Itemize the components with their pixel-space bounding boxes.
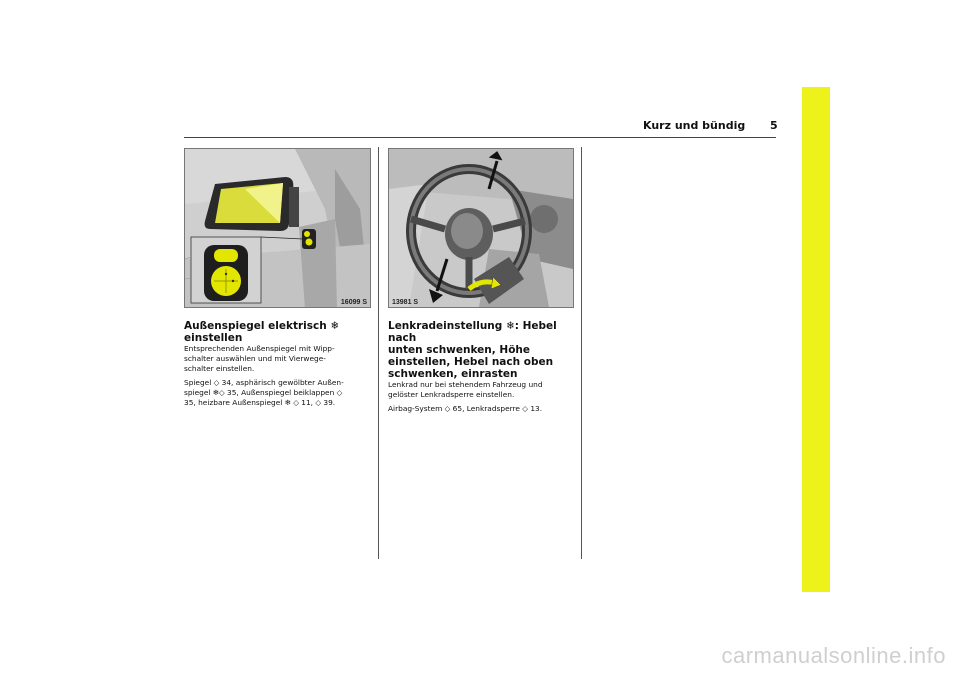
- section-body: [184, 344, 376, 408]
- mirror-drawing: [185, 149, 370, 307]
- text-line: 35, heizbare Außenspiegel ❄ ◇ 11, ◇ 39.: [184, 398, 336, 407]
- mirror-illustration: [184, 148, 371, 308]
- text-line: spiegel ❄◇ 35, Außenspiegel beiklappen ◇: [184, 388, 343, 397]
- reference-paragraph: [184, 378, 376, 408]
- header-divider: [184, 137, 776, 138]
- instruction-paragraph: [388, 380, 578, 400]
- title-line: Außenspiegel elektrisch: [184, 320, 327, 332]
- text-line: schalter einstellen.: [184, 364, 255, 373]
- text-line: Entsprechenden Außenspiegel mit Wipp-: [184, 344, 335, 353]
- running-header-title: Kurz und bündig: [643, 119, 746, 132]
- figure-code: 13981 S: [392, 299, 419, 306]
- text-line: Airbag-System ◇ 65, Lenkradsperre ◇ 13.: [388, 404, 543, 413]
- section-title: [388, 320, 578, 380]
- text-line: gelöster Lenkradsperre einstellen.: [388, 390, 515, 399]
- steering-wheel-illustration: [388, 148, 574, 308]
- title-line: Lenkradeinstellung ❄: Hebel nach: [388, 320, 557, 344]
- chapter-tab: [802, 87, 830, 592]
- reference-paragraph: [388, 404, 578, 414]
- title-line: unten schwenken, Höhe: [388, 344, 531, 356]
- page-number: 5: [770, 119, 778, 132]
- instruction-paragraph: [184, 344, 376, 374]
- watermark: carmanualsonline.info: [721, 643, 946, 668]
- text-line: Spiegel ◇ 34, asphärisch gewölbter Außen-: [184, 378, 344, 387]
- figure-code: 16099 S: [340, 299, 367, 306]
- column-divider-1: [378, 147, 379, 559]
- steering-drawing: [389, 149, 573, 307]
- section-mirror: [184, 320, 376, 412]
- title-line: einstellen, Hebel nach oben: [388, 356, 554, 368]
- section-body: [388, 380, 578, 414]
- text-line: schalter auswählen und mit Vierwege-: [184, 354, 326, 363]
- title-line: schwenken, einrasten: [388, 368, 518, 380]
- column-divider-2: [581, 147, 582, 559]
- section-steering: [388, 320, 578, 418]
- section-title: [184, 320, 376, 344]
- title-line: einstellen: [184, 332, 243, 344]
- text-line: Lenkrad nur bei stehendem Fahrzeug und: [388, 380, 543, 389]
- snowflake-icon: ❄: [330, 320, 340, 332]
